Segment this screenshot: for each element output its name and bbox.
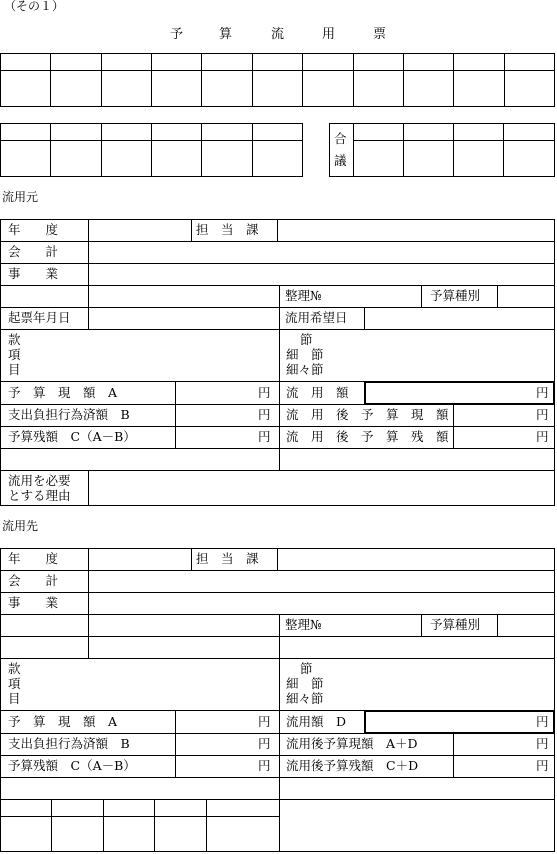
budget-amount-label: 予 算 現 額 A — [8, 385, 118, 400]
destination-table — [0, 548, 555, 852]
stamp-grid-top — [0, 53, 555, 107]
source-heading: 流用元 — [2, 190, 39, 204]
yen-unit: 円 — [536, 407, 549, 422]
ko-label: 項 — [8, 347, 21, 362]
transfer-amount-d-field[interactable] — [364, 710, 555, 734]
transfer-amount-label: 流 用 額 — [286, 385, 349, 400]
moku-label: 目 — [8, 362, 21, 377]
project-label: 事 業 — [8, 266, 59, 281]
setsu-label: 節 — [300, 332, 313, 347]
title-char: 予 — [170, 27, 184, 42]
yen-unit: 円 — [536, 758, 549, 773]
kan-label: 款 — [8, 332, 21, 347]
yen-unit: 円 — [536, 714, 549, 729]
committed-amount-label: 支出負担行為済額 B — [8, 736, 130, 751]
transfer-amount-field[interactable] — [364, 381, 555, 405]
reason-label: とする理由 — [8, 488, 71, 503]
account-label: 会 計 — [8, 244, 59, 259]
budget-type-label: 予算種別 — [430, 617, 481, 632]
kan-label: 款 — [8, 661, 21, 676]
transfer-amount-d-label: 流用額 D — [286, 714, 347, 729]
yen-unit: 円 — [258, 385, 271, 400]
destination-heading: 流用先 — [2, 519, 39, 533]
department-label: 担 当 課 — [196, 222, 259, 237]
ko-label: 項 — [8, 676, 21, 691]
department-label: 担 当 課 — [196, 551, 259, 566]
title-char: 票 — [373, 27, 387, 42]
reference-no-label: 整理№ — [285, 288, 322, 303]
draft-date-label: 起票年月日 — [8, 310, 71, 325]
saisetsu-label: 細 節 — [286, 347, 324, 362]
yen-unit: 円 — [536, 429, 549, 444]
budget-amount-label: 予 算 現 額 A — [8, 714, 118, 729]
project-label: 事 業 — [8, 595, 59, 610]
fiscal-year-label: 年 度 — [8, 551, 59, 566]
stamp-grid-left — [0, 123, 303, 177]
post-budget-label: 流用後予算現額 A＋D — [286, 736, 418, 751]
yen-unit: 円 — [258, 758, 271, 773]
moku-label: 目 — [8, 691, 21, 706]
account-label: 会 計 — [8, 573, 59, 588]
saisaisetsu-label: 細々節 — [286, 362, 324, 377]
reason-label: 流用を必要 — [8, 473, 71, 488]
yen-unit: 円 — [258, 429, 271, 444]
post-remaining-label: 流用後予算残額 C＋D — [286, 758, 419, 773]
approval-box — [329, 123, 555, 177]
desired-date-label: 流用希望日 — [285, 310, 348, 325]
fiscal-year-label: 年 度 — [8, 222, 59, 237]
setsu-label: 節 — [300, 661, 313, 676]
yen-unit: 円 — [536, 385, 549, 400]
title-char: 流 — [271, 27, 285, 42]
title-char: 算 — [219, 27, 233, 42]
yen-unit: 円 — [258, 736, 271, 751]
reference-no-label: 整理№ — [285, 617, 322, 632]
saisetsu-label: 細 節 — [286, 676, 324, 691]
budget-type-label: 予算種別 — [430, 288, 481, 303]
saisaisetsu-label: 細々節 — [286, 691, 324, 706]
approval-label: 議 — [334, 153, 347, 168]
yen-unit: 円 — [536, 736, 549, 751]
remaining-label: 予算残額 C（A－B） — [8, 758, 136, 773]
committed-amount-label: 支出負担行為済額 B — [8, 407, 130, 422]
post-budget-label: 流 用 後 予 算 現 額 — [286, 407, 449, 422]
form-title — [0, 23, 557, 43]
approval-label: 合 — [334, 131, 347, 146]
yen-unit: 円 — [258, 714, 271, 729]
title-char: 用 — [322, 27, 336, 42]
post-remaining-label: 流 用 後 予 算 残 額 — [286, 429, 449, 444]
yen-unit: 円 — [258, 407, 271, 422]
remaining-label: 予算残額 C（A－B） — [8, 429, 136, 444]
page-note: （その１） — [4, 0, 65, 13]
